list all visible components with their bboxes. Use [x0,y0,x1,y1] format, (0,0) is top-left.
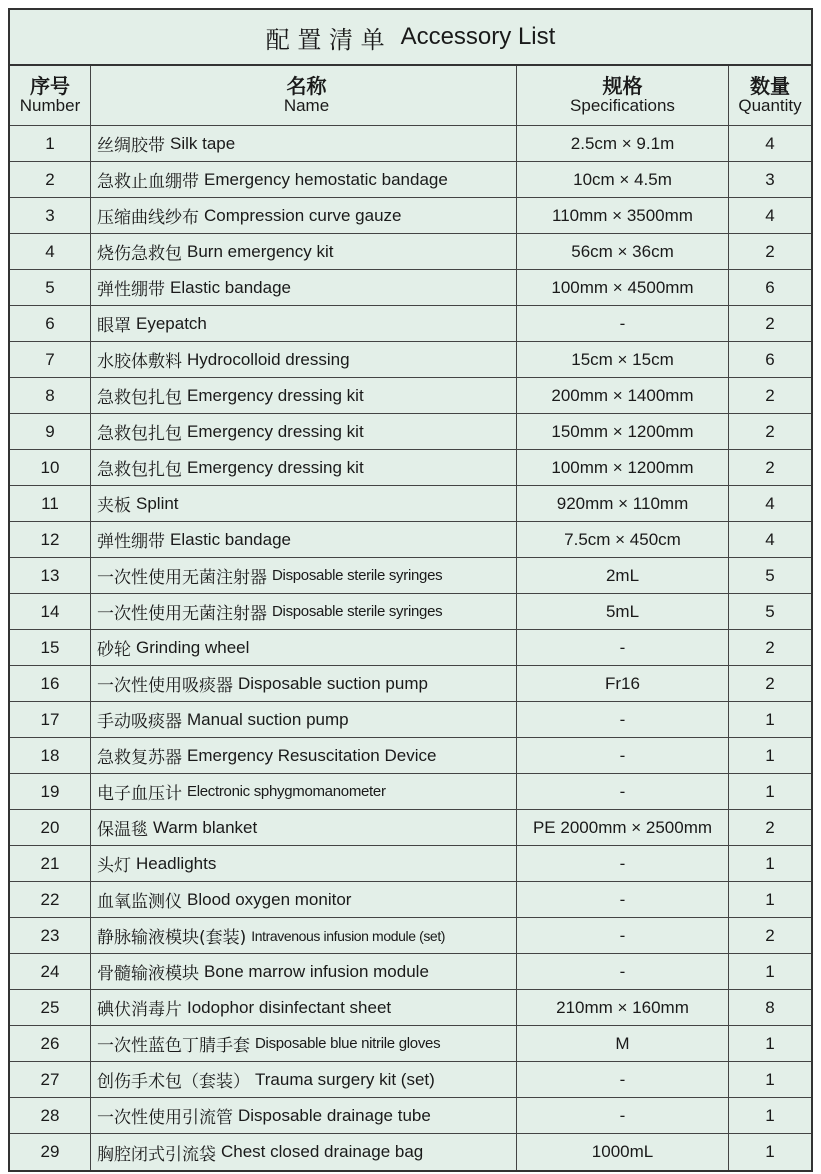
name-zh: 烧伤急救包 [97,244,182,264]
table-row [10,1098,811,1134]
cell-specification: - [517,954,729,989]
name-zh: 弹性绷带 [97,280,165,300]
title-en: Accessory List [400,23,556,50]
name-en: Elastic bandage [170,277,291,297]
name-zh: 弹性绷带 [97,532,165,552]
table-row [10,846,811,882]
cell-name [91,1062,517,1097]
cell-quantity: 6 [765,277,775,297]
cell-specification: - [517,846,729,881]
cell-specification: 2mL [517,558,729,593]
cell-quantity: 5 [765,565,775,585]
name-zh: 急救止血绷带 [97,172,199,192]
table-row [10,918,811,954]
cell-name [91,198,517,233]
cell-specification: - [517,774,729,809]
name-en: Silk tape [170,133,236,153]
table-row [10,1134,811,1170]
cell-specification: 7.5cm × 450cm [517,522,729,557]
cell-number: 23 [10,918,91,953]
name-zh: 骨髓输液模块 [97,964,199,984]
cell-specification: - [517,738,729,773]
cell-specification: - [517,306,729,341]
name-en: Chest closed drainage bag [221,1142,424,1161]
table-row [10,414,811,450]
name-en: Warm blanket [153,817,258,837]
cell-quantity: 4 [765,205,775,225]
cell-name [91,738,517,773]
name-zh: 夹板 [97,496,131,516]
cell-name [91,270,517,305]
cell-specification: 210mm × 160mm [517,990,729,1025]
cell-quantity: 2 [765,385,775,405]
table-row [10,774,811,810]
name-en: Disposable sterile syringes [272,567,443,584]
name-en: Splint [136,493,179,513]
table-row [10,378,811,414]
name-en: Grinding wheel [136,637,250,657]
cell-number: 26 [10,1026,91,1061]
cell-specification: M [517,1026,729,1061]
cell-specification: - [517,630,729,665]
cell-name [91,1026,517,1061]
cell-quantity: 1 [765,781,775,801]
cell-number: 6 [10,306,91,341]
name-en: Manual suction pump [187,709,349,729]
name-en: Electronic sphygmomanometer [187,783,386,800]
cell-name [91,630,517,665]
table-row [10,954,811,990]
cell-specification: - [517,918,729,953]
cell-number: 8 [10,378,91,413]
name-zh: 砂轮 [97,640,131,660]
name-en: Disposable sterile syringes [272,603,443,620]
name-zh: 急救包扎包 [97,460,182,480]
name-zh: 手动吸痰器 [97,712,182,732]
cell-specification: 200mm × 1400mm [517,378,729,413]
cell-specification: 15cm × 15cm [517,342,729,377]
cell-name [91,1134,517,1170]
cell-specification: 5mL [517,594,729,629]
cell-number: 19 [10,774,91,809]
name-en: Eyepatch [136,313,207,333]
name-zh: 头灯 [97,856,131,876]
name-en: Emergency dressing kit [187,385,364,405]
cell-specification: - [517,1062,729,1097]
header-specifications: 规格 Specifications [517,66,729,125]
table-row [10,666,811,702]
cell-number: 7 [10,342,91,377]
name-en: Disposable drainage tube [238,1105,431,1125]
cell-quantity: 1 [765,709,775,729]
name-zh: 保温毯 [97,820,148,840]
cell-number: 5 [10,270,91,305]
cell-specification: 100mm × 4500mm [517,270,729,305]
cell-specification: 100mm × 1200mm [517,450,729,485]
cell-name [91,918,517,953]
name-en: Elastic bandage [170,529,291,549]
name-zh: 一次性使用引流管 [97,1108,233,1128]
cell-quantity: 2 [765,817,775,837]
cell-quantity: 1 [765,1033,775,1053]
cell-quantity: 2 [765,637,775,657]
header-name: 名称 Name [91,66,517,125]
cell-specification: 2.5cm × 9.1m [517,126,729,161]
cell-quantity: 4 [765,133,775,153]
name-zh: 静脉输液模块(套装) [97,928,247,948]
cell-number: 11 [10,486,91,521]
name-zh: 一次性蓝色丁腈手套 [97,1036,250,1056]
cell-number: 24 [10,954,91,989]
table-row [10,558,811,594]
cell-quantity: 1 [765,1105,775,1125]
cell-name [91,666,517,701]
cell-name [91,486,517,521]
cell-name [91,594,517,629]
name-en: Blood oxygen monitor [187,889,352,909]
table-row [10,306,811,342]
name-zh: 胸腔闭式引流袋 [97,1144,216,1165]
table-row [10,594,811,630]
name-en: Disposable suction pump [238,673,428,693]
cell-number: 16 [10,666,91,701]
name-en: Trauma surgery kit (set) [255,1069,435,1089]
cell-quantity: 1 [765,961,775,981]
table-row [10,342,811,378]
cell-specification: 150mm × 1200mm [517,414,729,449]
header-number: 序号 Number [10,66,91,125]
table-row [10,882,811,918]
name-zh: 血氧监测仪 [97,892,182,912]
name-zh: 急救包扎包 [97,388,182,408]
name-zh: 碘伏消毒片 [97,1000,182,1020]
cell-name [91,882,517,917]
cell-specification: 920mm × 110mm [517,486,729,521]
cell-number: 12 [10,522,91,557]
table-row [10,738,811,774]
cell-specification: 110mm × 3500mm [517,198,729,233]
table-row [10,702,811,738]
cell-quantity: 2 [765,421,775,441]
name-en: Disposable blue nitrile gloves [255,1035,441,1052]
name-en: Emergency dressing kit [187,457,364,477]
name-zh: 丝绸胶带 [97,136,165,156]
table-row [10,450,811,486]
cell-specification: - [517,1098,729,1133]
cell-quantity: 1 [765,1069,775,1089]
name-en: Emergency Resuscitation Device [187,745,437,765]
cell-number: 17 [10,702,91,737]
cell-name [91,378,517,413]
name-en: Burn emergency kit [187,241,334,261]
cell-name [91,342,517,377]
table-row [10,1062,811,1098]
name-zh: 水胶体敷料 [97,352,182,372]
cell-number: 4 [10,234,91,269]
cell-specification: 56cm × 36cm [517,234,729,269]
cell-number: 18 [10,738,91,773]
cell-number: 14 [10,594,91,629]
cell-quantity: 4 [765,493,775,513]
cell-quantity: 1 [765,1142,775,1161]
cell-number: 27 [10,1062,91,1097]
title-zh: 配 置 清 单 [265,25,385,54]
name-en: Bone marrow infusion module [204,961,429,981]
cell-name [91,954,517,989]
name-zh: 创伤手术包（套装） [97,1072,250,1092]
cell-quantity: 1 [765,889,775,909]
table-row [10,990,811,1026]
name-zh: 眼罩 [97,316,131,336]
cell-specification: - [517,702,729,737]
cell-name [91,162,517,197]
cell-number: 2 [10,162,91,197]
table-row [10,630,811,666]
header-row [10,66,811,126]
cell-quantity: 2 [765,313,775,333]
table-row [10,198,811,234]
table-row [10,270,811,306]
header-quantity: 数量 Quantity [738,74,802,116]
cell-number: 15 [10,630,91,665]
cell-quantity: 4 [765,529,775,549]
name-zh: 一次性使用吸痰器 [97,676,233,696]
cell-name [91,450,517,485]
cell-number: 9 [10,414,91,449]
table-row [10,1026,811,1062]
table-title [10,10,811,66]
cell-quantity: 1 [765,853,775,873]
name-en: Headlights [136,853,217,873]
cell-quantity: 2 [765,241,775,261]
cell-specification: PE 2000mm × 2500mm [517,810,729,845]
name-en: Emergency dressing kit [187,421,364,441]
name-en: Hydrocolloid dressing [187,349,350,369]
table-row [10,522,811,558]
cell-name [91,414,517,449]
cell-name [91,558,517,593]
cell-name [91,810,517,845]
table-row [10,486,811,522]
name-zh: 电子血压计 [97,784,182,804]
name-zh: 一次性使用无菌注射器 [97,604,267,624]
cell-name [91,702,517,737]
cell-number: 20 [10,810,91,845]
name-zh: 急救复苏器 [97,748,182,768]
cell-number: 1 [10,126,91,161]
cell-number: 25 [10,990,91,1025]
cell-quantity: 5 [765,601,775,621]
cell-quantity: 6 [765,349,775,369]
cell-quantity: 2 [765,925,775,945]
cell-name [91,1098,517,1133]
name-en: Iodophor disinfectant sheet [187,997,392,1017]
table-row [10,126,811,162]
cell-name [91,234,517,269]
name-zh: 急救包扎包 [97,424,182,444]
name-en: Compression curve gauze [204,205,402,225]
cell-quantity: 3 [765,169,775,189]
cell-number: 10 [10,450,91,485]
cell-quantity: 2 [765,457,775,477]
cell-number: 13 [10,558,91,593]
cell-name [91,774,517,809]
name-en: Intravenous infusion module (set) [251,927,446,944]
cell-quantity: 1 [765,745,775,765]
cell-specification: Fr16 [517,666,729,701]
cell-name [91,846,517,881]
cell-number: 22 [10,882,91,917]
table-row [10,162,811,198]
cell-number: 21 [10,846,91,881]
cell-number: 28 [10,1098,91,1133]
cell-name [91,522,517,557]
cell-specification: 10cm × 4.5m [517,162,729,197]
cell-quantity: 8 [765,997,775,1017]
name-zh: 一次性使用无菌注射器 [97,568,267,588]
cell-specification: 1000mL [517,1134,729,1170]
table-row [10,234,811,270]
cell-number: 29 [10,1134,91,1170]
cell-specification: - [517,882,729,917]
cell-quantity: 2 [765,673,775,693]
cell-name [91,126,517,161]
name-zh: 压缩曲线纱布 [97,208,199,228]
accessory-list-table [8,8,813,1172]
cell-number: 3 [10,198,91,233]
table-row [10,810,811,846]
cell-name [91,306,517,341]
cell-name [91,990,517,1025]
name-en: Emergency hemostatic bandage [204,169,448,189]
